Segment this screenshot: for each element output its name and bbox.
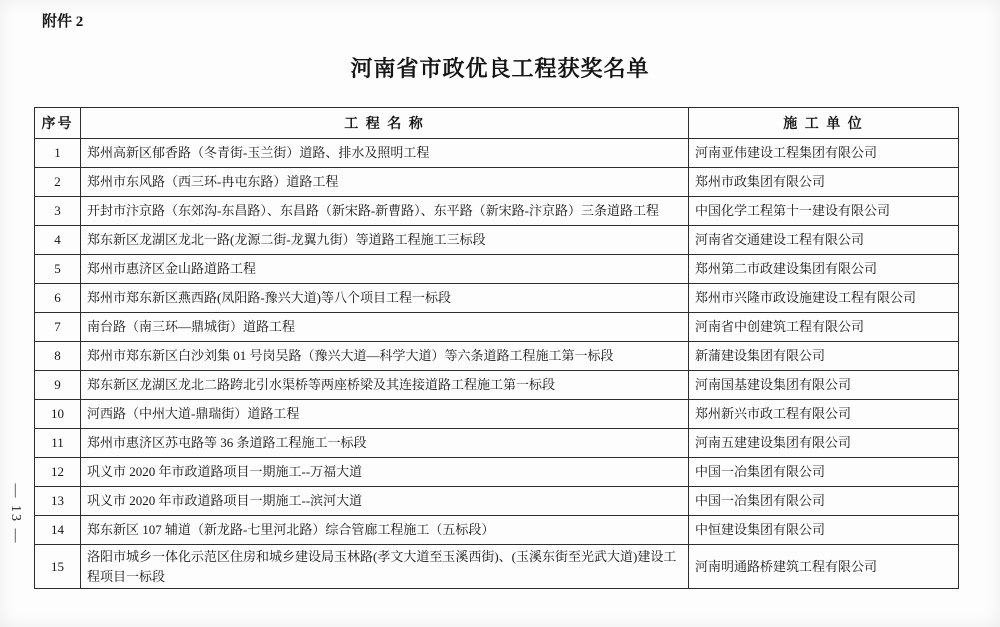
project-name: 郑州市惠济区金山路道路工程 [81, 255, 689, 284]
project-name: 郑州市惠济区苏屯路等 36 条道路工程施工一标段 [81, 429, 689, 458]
row-index: 11 [35, 429, 81, 458]
row-index: 15 [35, 545, 81, 589]
awards-table [34, 107, 959, 589]
project-name: 巩义市 2020 年市政道路项目一期施工--滨河大道 [81, 487, 689, 516]
table-row [35, 226, 959, 255]
col-header-index: 序号 [35, 108, 81, 139]
row-index: 2 [35, 168, 81, 197]
page-number: — 13 — [8, 483, 23, 545]
construction-company: 郑州市兴隆市政设施建设工程有限公司 [689, 284, 959, 313]
table-row [35, 545, 959, 589]
row-index: 14 [35, 516, 81, 545]
table-header-row [35, 108, 959, 139]
project-name: 洛阳市城乡一体化示范区住房和城乡建设局玉林路(孝文大道至玉溪西街)、(玉溪东街至光武大道)建设工程项目一标段 [81, 545, 689, 589]
project-name: 开封市汴京路（东郊沟-东昌路）、东昌路（新宋路-新曹路）、东平路（新宋路-汴京路）三条道路工程 [81, 197, 689, 226]
construction-company: 河南省中创建筑工程有限公司 [689, 313, 959, 342]
table-row [35, 197, 959, 226]
construction-company: 河南明通路桥建筑工程有限公司 [689, 545, 959, 589]
project-name: 郑州市郑东新区白沙刘集 01 号岗吴路（豫兴大道—科学大道）等六条道路工程施工第一标段 [81, 342, 689, 371]
row-index: 4 [35, 226, 81, 255]
row-index: 6 [35, 284, 81, 313]
table-row [35, 255, 959, 284]
table-row [35, 371, 959, 400]
construction-company: 河南省交通建设工程有限公司 [689, 226, 959, 255]
construction-company: 郑州新兴市政工程有限公司 [689, 400, 959, 429]
table-row [35, 313, 959, 342]
col-header-project: 工 程 名 称 [81, 108, 689, 139]
project-name: 郑州市郑东新区燕西路(凤阳路-豫兴大道)等八个项目工程一标段 [81, 284, 689, 313]
col-header-company: 施 工 单 位 [689, 108, 959, 139]
row-index: 12 [35, 458, 81, 487]
table-row [35, 458, 959, 487]
page-title: 河南省市政优良工程获奖名单 [350, 56, 650, 81]
construction-company: 郑州第二市政建设集团有限公司 [689, 255, 959, 284]
table-row [35, 284, 959, 313]
construction-company: 河南亚伟建设工程集团有限公司 [689, 139, 959, 168]
row-index: 1 [35, 139, 81, 168]
row-index: 8 [35, 342, 81, 371]
attachment-label: 附件 2 [42, 14, 84, 30]
table-row [35, 168, 959, 197]
row-index: 5 [35, 255, 81, 284]
project-name: 巩义市 2020 年市政道路项目一期施工--万福大道 [81, 458, 689, 487]
project-name: 南台路（南三环—鼎城街）道路工程 [81, 313, 689, 342]
construction-company: 中国一冶集团有限公司 [689, 458, 959, 487]
construction-company: 中国化学工程第十一建设有限公司 [689, 197, 959, 226]
construction-company: 中恒建设集团有限公司 [689, 516, 959, 545]
table-row [35, 342, 959, 371]
construction-company: 郑州市政集团有限公司 [689, 168, 959, 197]
row-index: 9 [35, 371, 81, 400]
row-index: 13 [35, 487, 81, 516]
row-index: 3 [35, 197, 81, 226]
table-row [35, 139, 959, 168]
project-name: 郑州高新区郁香路（冬青街-玉兰街）道路、排水及照明工程 [81, 139, 689, 168]
construction-company: 河南国基建设集团有限公司 [689, 371, 959, 400]
table-row [35, 516, 959, 545]
construction-company: 新蒲建设集团有限公司 [689, 342, 959, 371]
row-index: 10 [35, 400, 81, 429]
project-name: 郑州市东风路（西三环-冉屯东路）道路工程 [81, 168, 689, 197]
table-row [35, 487, 959, 516]
project-name: 河西路（中州大道-鼎瑞街）道路工程 [81, 400, 689, 429]
project-name: 郑东新区 107 辅道（新龙路-七里河北路）综合管廊工程施工（五标段） [81, 516, 689, 545]
project-name: 郑东新区龙湖区龙北一路(龙源二街-龙翼九街）等道路工程施工三标段 [81, 226, 689, 255]
construction-company: 河南五建建设集团有限公司 [689, 429, 959, 458]
row-index: 7 [35, 313, 81, 342]
table-row [35, 400, 959, 429]
construction-company: 中国一冶集团有限公司 [689, 487, 959, 516]
project-name: 郑东新区龙湖区龙北二路跨北引水渠桥等两座桥梁及其连接道路工程施工第一标段 [81, 371, 689, 400]
table-row [35, 429, 959, 458]
